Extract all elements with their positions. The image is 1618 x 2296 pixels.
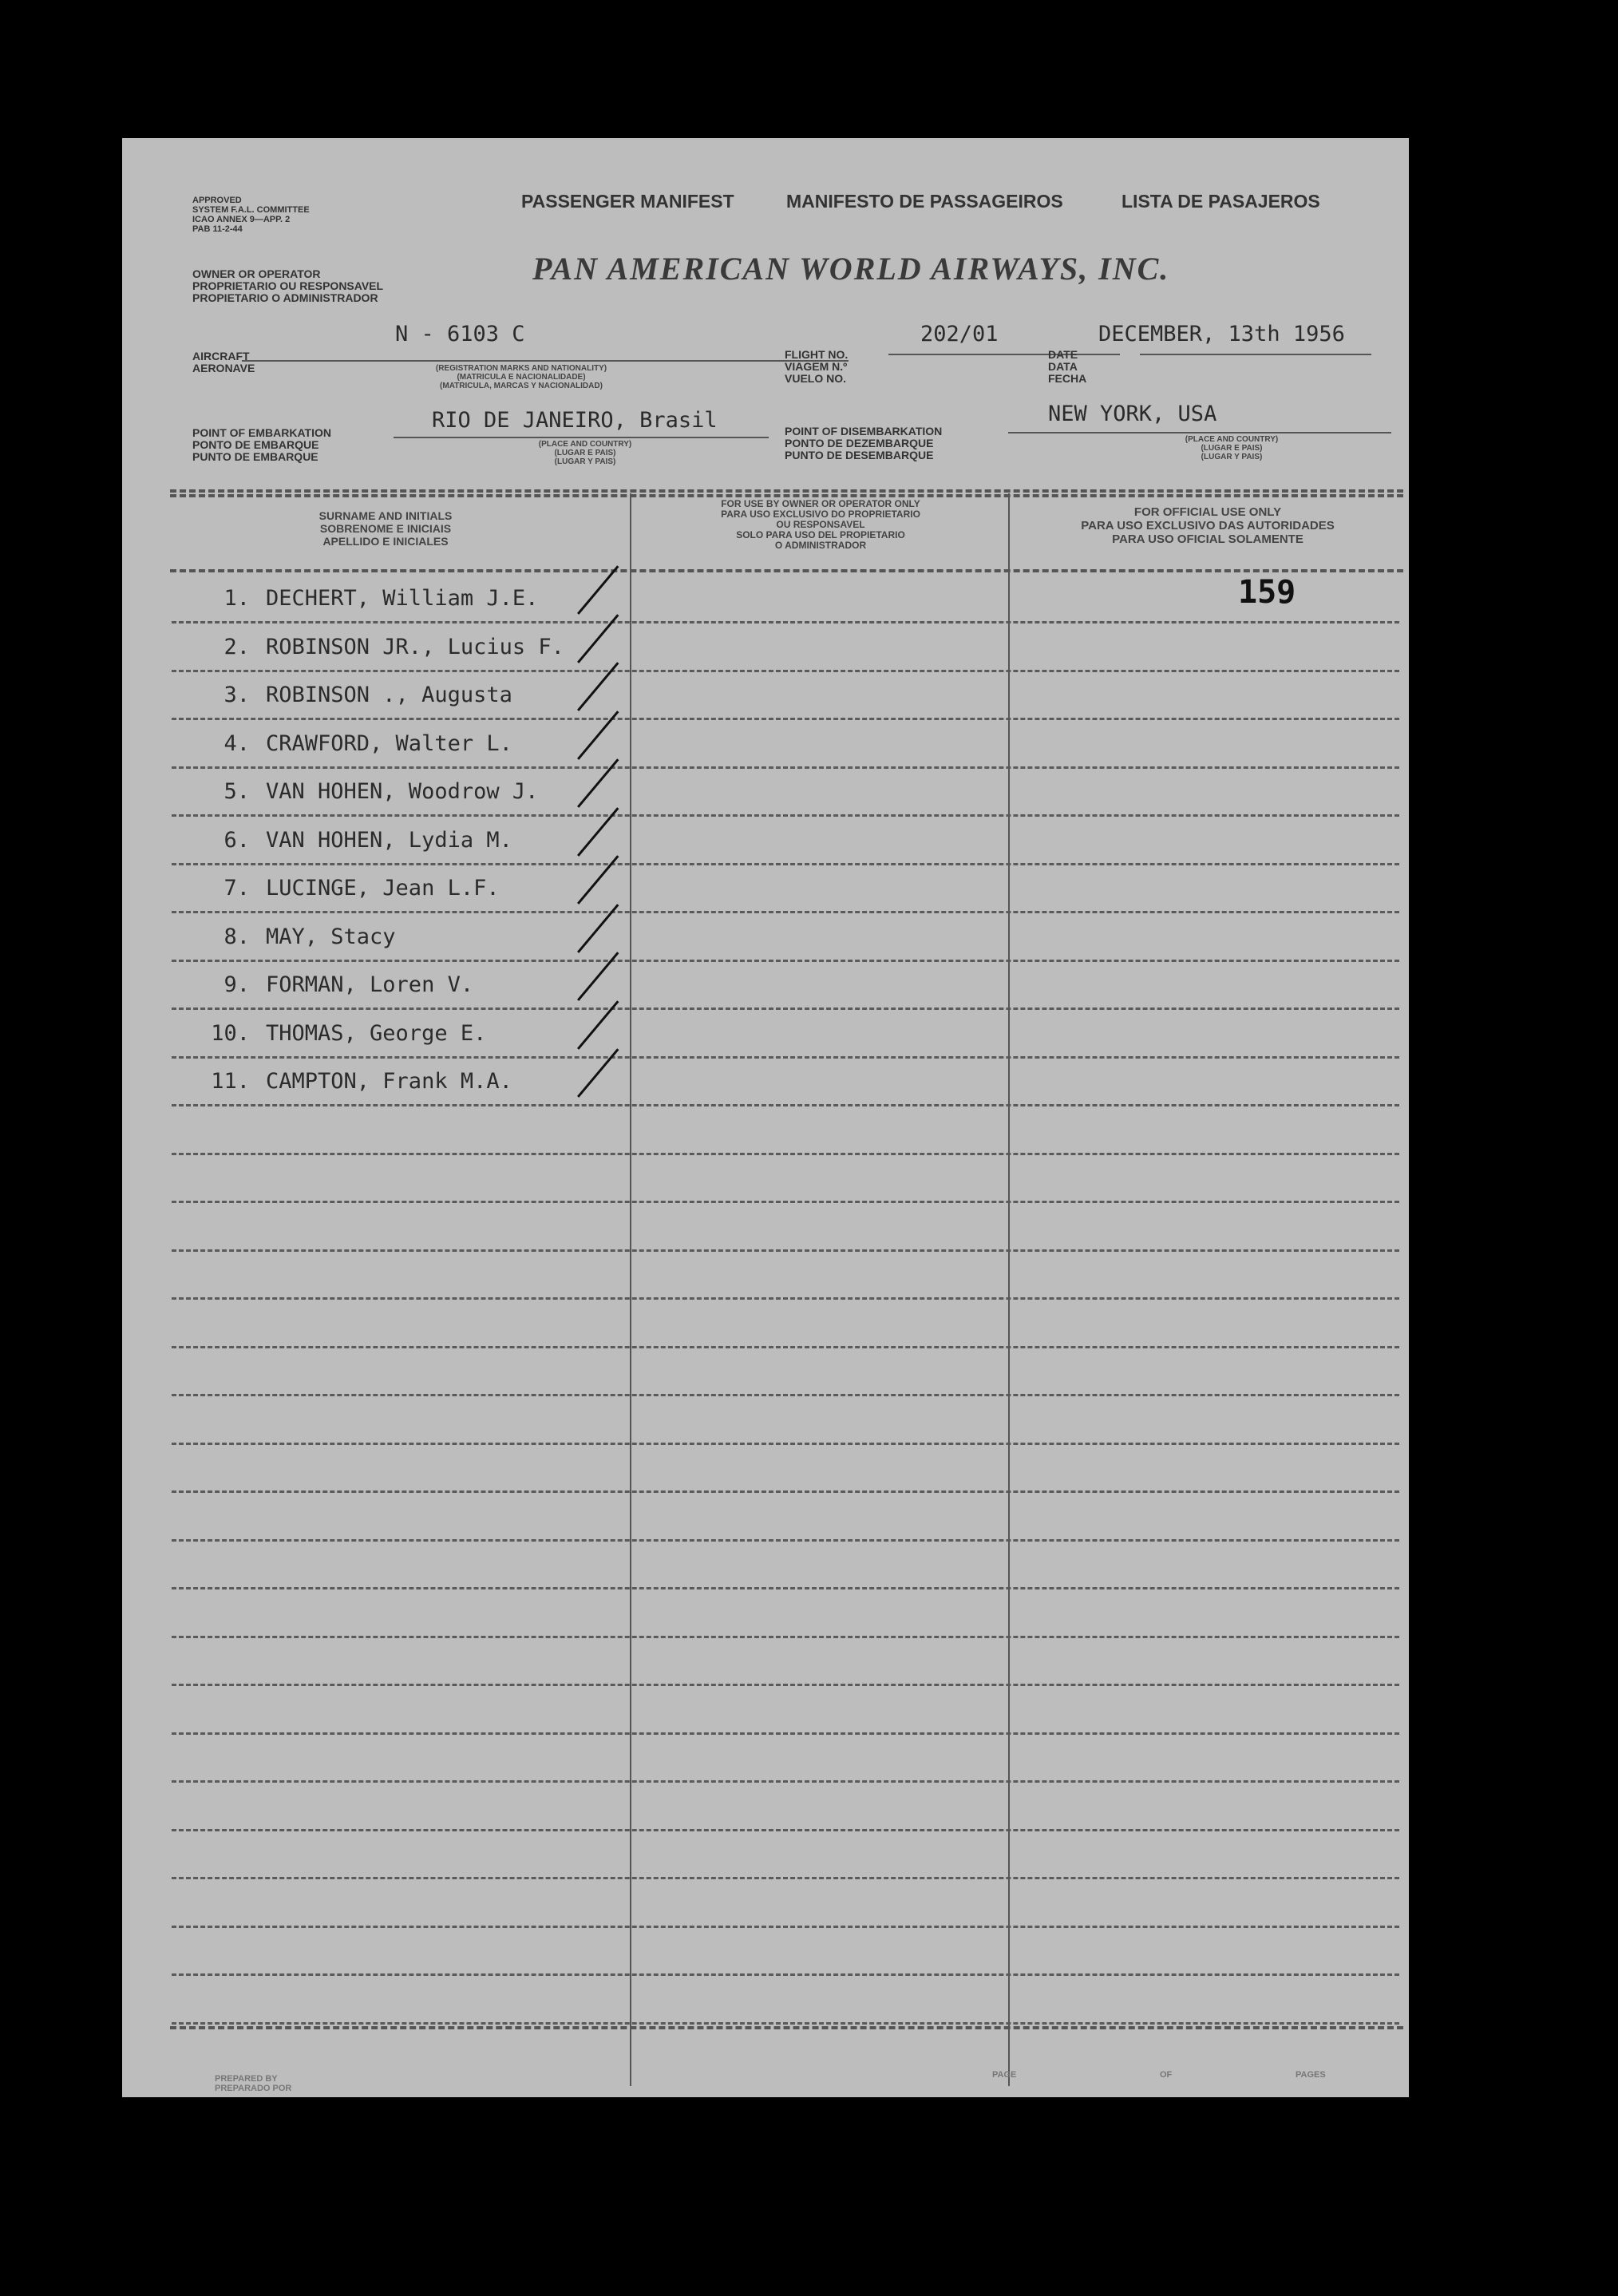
header-line: SOLO PARA USO DEL PROPIETARIO: [736, 529, 905, 540]
embarkation-caption: [473, 440, 697, 466]
row-rule: [172, 814, 1399, 817]
footer-of-label: OF: [1160, 2070, 1173, 2080]
passenger-number: 1.: [224, 586, 250, 611]
passenger-name: DECHERT, William J.E.: [266, 586, 539, 611]
row-rule: [172, 911, 1399, 913]
check-mark: [577, 565, 619, 615]
passenger-name: MAY, Stacy: [266, 924, 396, 949]
date-label: [1048, 349, 1086, 385]
aircraft-registration: N - 6103 C: [395, 322, 525, 346]
row-rule: [172, 1636, 1399, 1638]
footer-prepared-by: [215, 2074, 291, 2093]
row-rule: [172, 1973, 1399, 1976]
caption-line: (PLACE AND COUNTRY): [1185, 435, 1279, 444]
footer-page-label: PAGE: [992, 2070, 1017, 2080]
row-rule: [172, 2022, 1399, 2025]
caption-line: (LUGAR Y PAIS): [554, 457, 616, 466]
approval-line: SYSTEM F.A.L. COMMITTEE: [192, 205, 310, 215]
column-divider-2: [1008, 493, 1010, 2086]
date-label-line: DATE: [1048, 348, 1078, 361]
column-header-official-use: [1024, 505, 1391, 546]
aircraft-label-line: AERONAVE: [192, 362, 255, 374]
passenger-number: 4.: [224, 730, 250, 756]
caption-line: (LUGAR Y PAIS): [1201, 453, 1263, 461]
passenger-number: 9.: [224, 972, 250, 997]
row-rule: [172, 1104, 1399, 1106]
embarkation-point: RIO DE JANEIRO, Brasil: [432, 408, 718, 433]
row-rule: [172, 1346, 1399, 1348]
header-rule-top: [170, 489, 1403, 493]
passenger-name: FORMAN, Loren V.: [266, 972, 474, 997]
date-label-line: FECHA: [1048, 372, 1087, 385]
column-header-surname: [250, 509, 521, 548]
embarkation-underline: [394, 437, 769, 438]
row-rule: [172, 1297, 1399, 1300]
flight-label-line: FLIGHT NO.: [785, 348, 849, 361]
flight-label-line: VIAGEM N.º: [785, 360, 848, 373]
passenger-name: VAN HOHEN, Lydia M.: [266, 827, 512, 853]
date-label-line: DATA: [1048, 360, 1078, 373]
passenger-number: 8.: [224, 924, 250, 949]
row-rule: [172, 766, 1399, 769]
row-rule: [172, 1394, 1399, 1396]
passenger-name: ROBINSON JR., Lucius F.: [266, 634, 564, 659]
embarkation-label-line: PUNTO DE EMBARQUE: [192, 450, 318, 463]
row-rule: [172, 1732, 1399, 1735]
footer-line: PREPARADO POR: [215, 2084, 292, 2093]
disembarkation-label-line: POINT OF DISEMBARKATION: [785, 425, 943, 437]
passenger-name: THOMAS, George E.: [266, 1020, 487, 1046]
caption-line: (LUGAR E PAIS): [1201, 444, 1263, 453]
row-rule: [172, 1780, 1399, 1783]
title-spanish: LISTA DE PASAJEROS: [1122, 191, 1320, 212]
header-rule-top-2: [170, 494, 1403, 497]
stamp-number: 159: [1238, 574, 1296, 611]
row-rule: [172, 1007, 1399, 1010]
header-line: O ADMINISTRADOR: [774, 540, 867, 551]
embarkation-label-line: PONTO DE EMBARQUE: [192, 438, 319, 451]
approval-line: APPROVED: [192, 196, 242, 205]
footer-line: PREPARED BY: [215, 2074, 278, 2084]
caption-line: (REGISTRATION MARKS AND NATIONALITY): [435, 364, 607, 373]
header-line: SOBRENOME E INICIAIS: [319, 522, 452, 535]
approval-block: [192, 196, 310, 234]
row-rule: [172, 1684, 1399, 1686]
caption-line: (LUGAR E PAIS): [554, 449, 616, 457]
header-line: PARA USO EXCLUSIVO DO PROPRIETARIO: [721, 509, 920, 520]
passenger-name: CRAWFORD, Walter L.: [266, 730, 512, 756]
disembarkation-caption: [1120, 435, 1343, 461]
header-line: PARA USO OFICIAL SOLAMENTE: [1112, 532, 1303, 546]
flight-date: DECEMBER, 13th 1956: [1098, 322, 1345, 346]
header-line: APELLIDO E INICIALES: [322, 535, 449, 548]
row-rule: [172, 1587, 1399, 1589]
passenger-name: ROBINSON ., Augusta: [266, 683, 512, 707]
embarkation-label: [192, 427, 331, 463]
aircraft-label-line: AIRCRAFT: [192, 350, 250, 362]
passenger-number: 2.: [224, 634, 250, 659]
footer-rule: [170, 2026, 1403, 2029]
header-line: SURNAME AND INITIALS: [318, 509, 453, 522]
row-rule: [172, 670, 1399, 672]
row-rule: [172, 863, 1399, 865]
passenger-number: 10.: [211, 1020, 250, 1046]
passenger-number: 7.: [224, 876, 250, 901]
row-rule: [172, 960, 1399, 962]
column-header-owner-use: [649, 499, 992, 551]
header-line: FOR OFFICIAL USE ONLY: [1133, 505, 1282, 519]
row-rule: [172, 1443, 1399, 1445]
caption-line: (MATRICULA E NACIONALIDADE): [457, 373, 586, 382]
row-rule: [172, 1056, 1399, 1059]
embarkation-label-line: POINT OF EMBARKATION: [192, 426, 331, 439]
passenger-name: CAMPTON, Frank M.A.: [266, 1069, 512, 1094]
flight-label-line: VUELO NO.: [785, 372, 847, 385]
owner-label-line: PROPRIETARIO OU RESPONSAVEL: [192, 279, 384, 292]
owner-label-line: OWNER OR OPERATOR: [192, 267, 321, 280]
header-line: FOR USE BY OWNER OR OPERATOR ONLY: [721, 498, 920, 509]
flight-number: 202/01: [920, 322, 999, 346]
row-rule: [172, 621, 1399, 623]
date-underline: [1140, 354, 1371, 355]
disembarkation-point: NEW YORK, USA: [1048, 402, 1217, 426]
header-line: OU RESPONSAVEL: [776, 519, 865, 530]
row-rule: [172, 718, 1399, 720]
row-rule: [172, 1201, 1399, 1203]
aircraft-caption: [362, 364, 681, 390]
row-rule: [172, 1249, 1399, 1252]
title-english: PASSENGER MANIFEST: [521, 191, 734, 212]
manifest-page: [122, 138, 1409, 2097]
column-divider-1: [630, 493, 631, 2086]
row-rule: [172, 1829, 1399, 1831]
flight-label: [785, 349, 848, 385]
disembarkation-label: [785, 426, 942, 461]
disembarkation-label-line: PONTO DE DEZEMBARQUE: [785, 437, 934, 449]
row-rule: [172, 1153, 1399, 1155]
row-rule: [172, 1877, 1399, 1879]
approval-line: PAB 11-2-44: [192, 224, 243, 234]
passenger-number: 3.: [224, 683, 250, 707]
passenger-number: 6.: [224, 827, 250, 853]
owner-label-line: PROPIETARIO O ADMINISTRADOR: [192, 291, 378, 304]
owner-label: [192, 268, 383, 304]
disembarkation-underline: [1008, 432, 1391, 433]
passenger-number: 5.: [224, 779, 250, 804]
passenger-number: 11.: [211, 1069, 250, 1094]
header-rule-bottom: [170, 569, 1403, 572]
aircraft-label: [192, 350, 255, 374]
aircraft-underline: [242, 360, 849, 362]
passenger-name: LUCINGE, Jean L.F.: [266, 876, 500, 901]
airline-name: PAN AMERICAN WORLD AIRWAYS, INC.: [532, 251, 1170, 287]
footer-pages-label: PAGES: [1296, 2070, 1326, 2080]
row-rule: [172, 1926, 1399, 1928]
title-portuguese: MANIFESTO DE PASSAGEIROS: [786, 191, 1063, 212]
caption-line: (MATRICULA, MARCAS Y NACIONALIDAD): [440, 382, 603, 390]
approval-line: ICAO ANNEX 9—APP. 2: [192, 215, 291, 224]
passenger-name: VAN HOHEN, Woodrow J.: [266, 779, 539, 804]
caption-line: (PLACE AND COUNTRY): [538, 440, 632, 449]
row-rule: [172, 1490, 1399, 1493]
header-line: PARA USO EXCLUSIVO DAS AUTORIDADES: [1081, 519, 1335, 532]
row-rule: [172, 1539, 1399, 1542]
disembarkation-label-line: PUNTO DE DESEMBARQUE: [785, 449, 934, 461]
